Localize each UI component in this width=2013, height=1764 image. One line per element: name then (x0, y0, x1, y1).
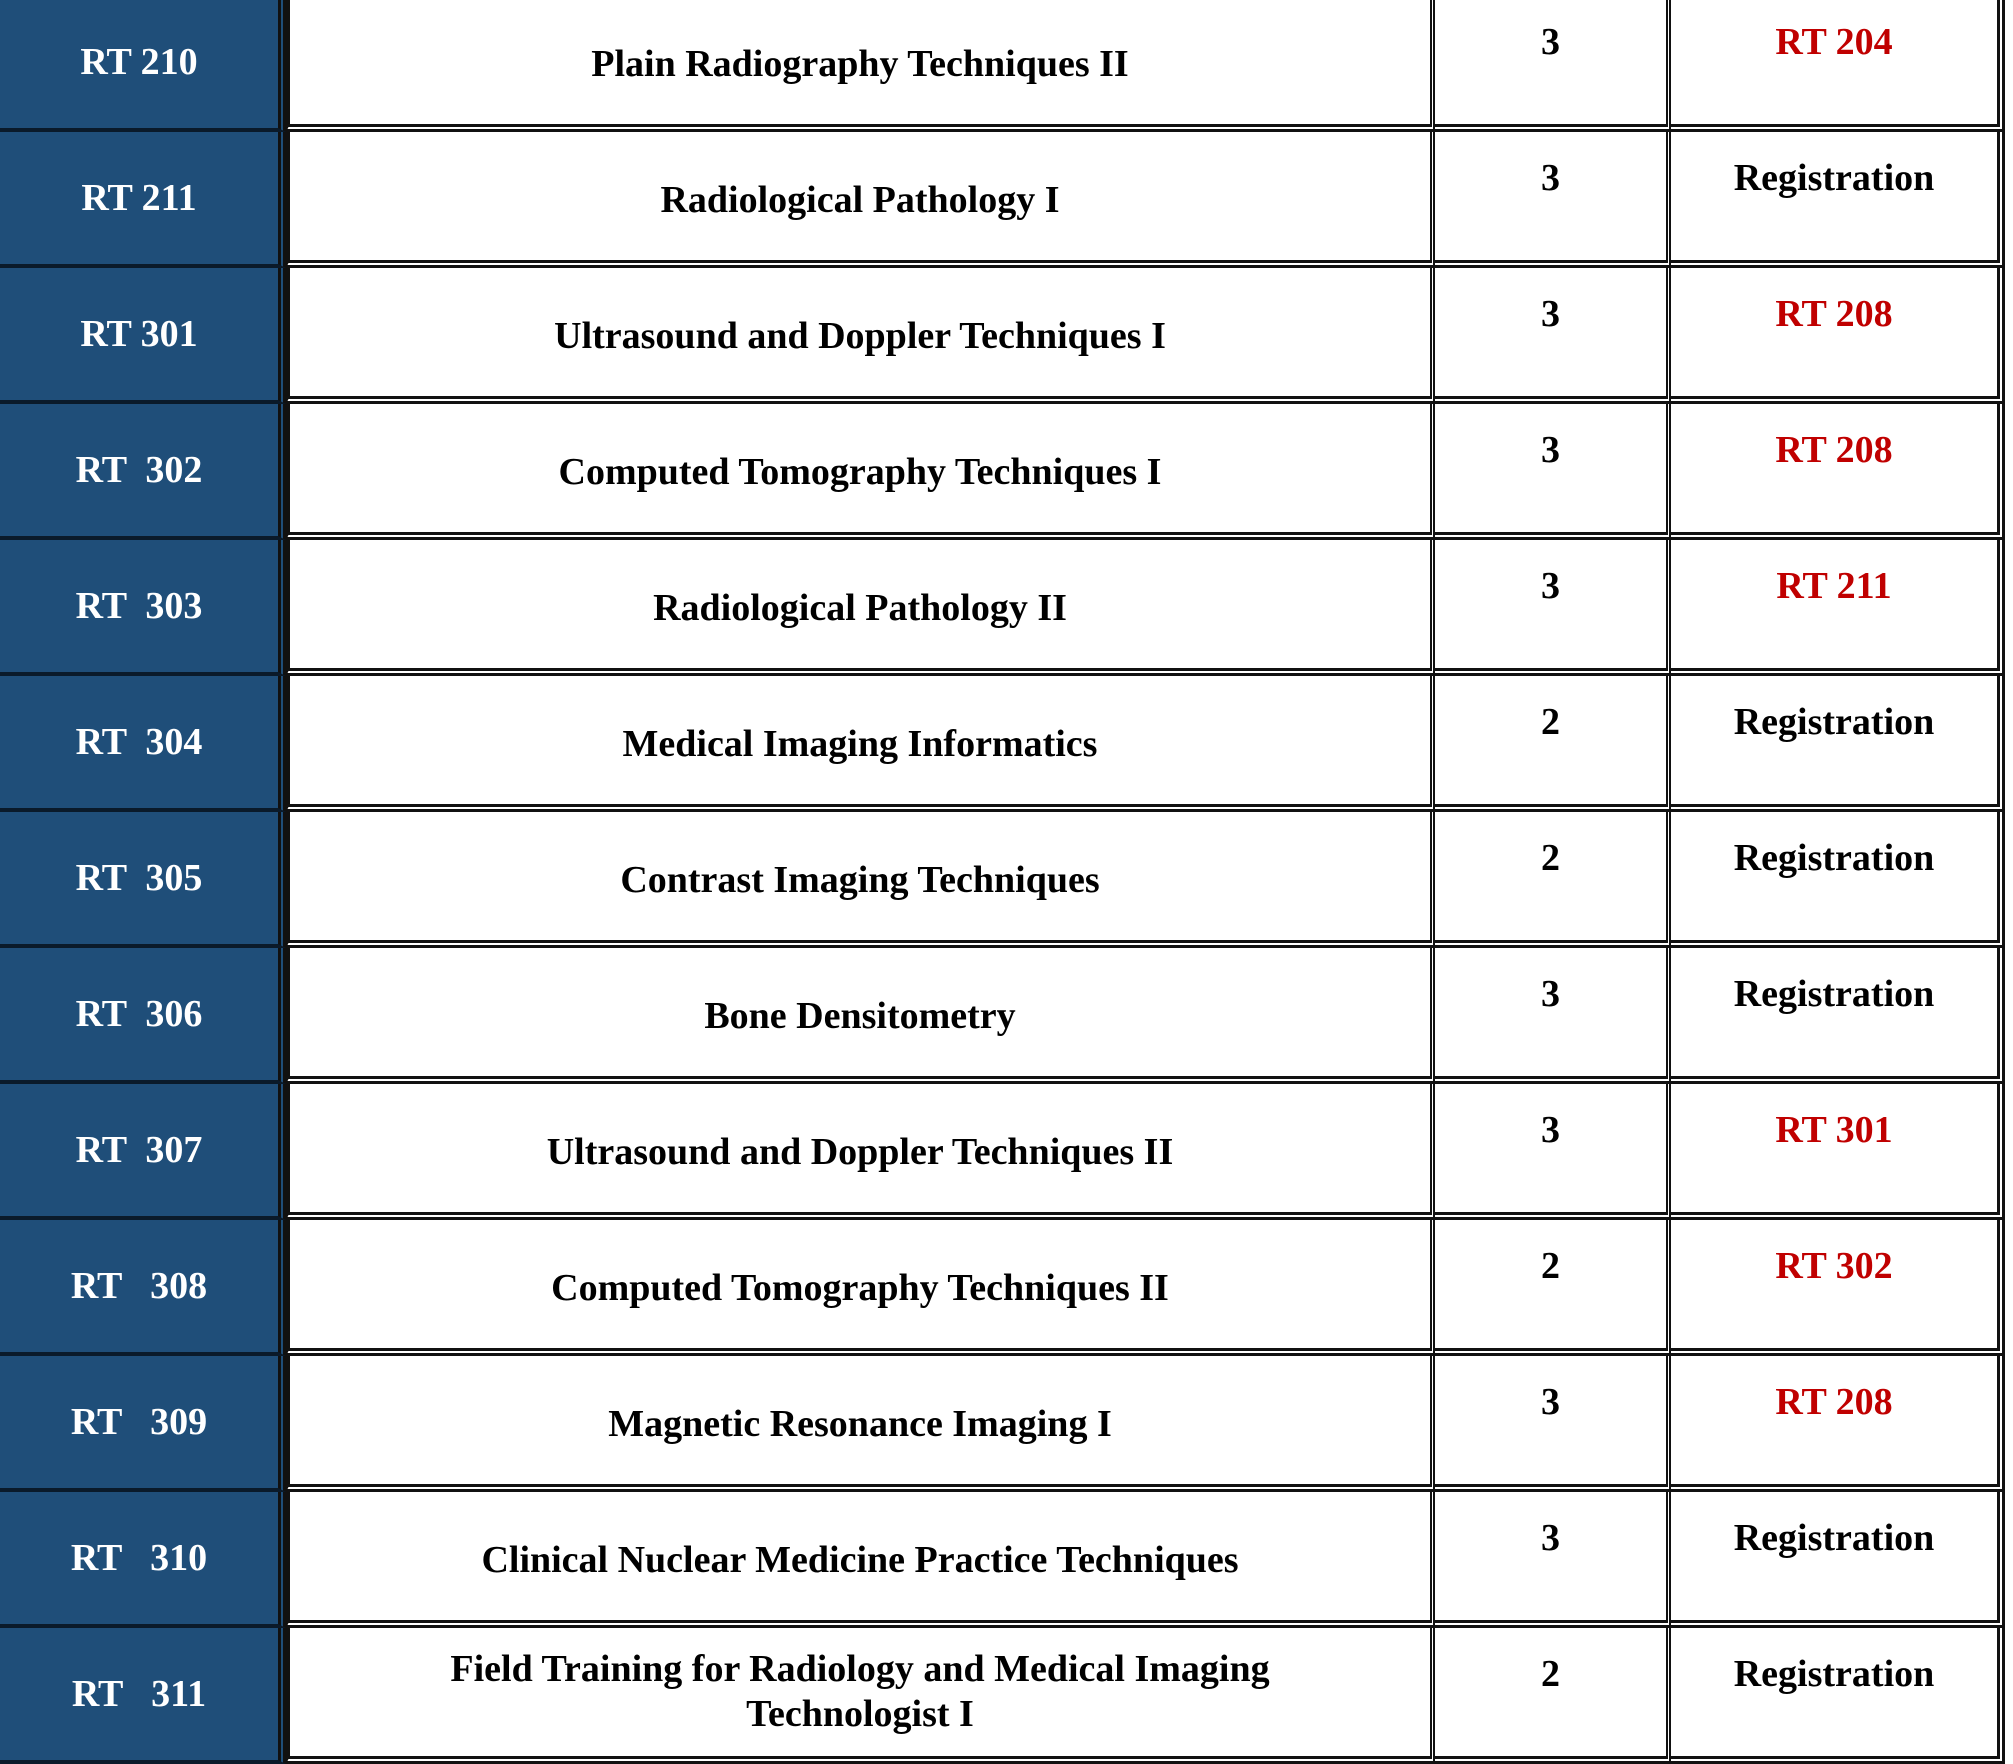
table-row (0, 1356, 2005, 1492)
course-code: RT 303 (75, 584, 203, 627)
course-title: Computed Tomography Techniques II (551, 1266, 1169, 1309)
credit-hours-cell (1435, 1084, 1671, 1220)
table-row (0, 1628, 2005, 1764)
table-row (0, 132, 2005, 268)
prerequisite-cell (1671, 948, 2005, 1084)
course-code-cell (0, 0, 286, 132)
course-code: RT 309 (70, 1400, 208, 1443)
course-title-cell (286, 132, 1435, 268)
course-title: Radiological Pathology II (653, 586, 1067, 629)
course-title-cell (286, 676, 1435, 812)
table-row (0, 268, 2005, 404)
credit-hours-cell (1435, 1492, 1671, 1628)
table-row (0, 540, 2005, 676)
credit-hours: 2 (1541, 1653, 1560, 1695)
credit-hours: 3 (1541, 973, 1560, 1015)
course-code-cell (0, 1356, 286, 1492)
course-title: Bone Densitometry (704, 994, 1016, 1037)
course-code: RT 306 (75, 992, 203, 1035)
prerequisite-cell (1671, 268, 2005, 404)
course-code-cell (0, 812, 286, 948)
table-row (0, 0, 2005, 132)
table-row (0, 404, 2005, 540)
table-row (0, 812, 2005, 948)
credit-hours-cell (1435, 1356, 1671, 1492)
course-code-cell (0, 268, 286, 404)
course-title-cell (286, 1220, 1435, 1356)
course-code: RT 311 (71, 1672, 207, 1715)
credit-hours: 3 (1541, 1381, 1560, 1423)
prerequisite-cell (1671, 1492, 2005, 1628)
prerequisite: RT 211 (1776, 565, 1892, 607)
course-title-cell (286, 1084, 1435, 1220)
course-code-cell (0, 948, 286, 1084)
credit-hours-cell (1435, 676, 1671, 812)
course-code: RT 310 (70, 1536, 208, 1579)
course-title-cell (286, 0, 1435, 132)
course-title: Medical Imaging Informatics (622, 722, 1098, 765)
prerequisite: RT 208 (1775, 1381, 1893, 1423)
course-code-cell (0, 404, 286, 540)
prerequisite: Registration (1733, 701, 1935, 743)
course-code: RT 301 (80, 312, 198, 355)
course-title: Computed Tomography Techniques I (558, 450, 1162, 493)
prerequisite-cell (1671, 812, 2005, 948)
credit-hours-cell (1435, 1220, 1671, 1356)
course-title-cell (286, 1492, 1435, 1628)
table-row (0, 1492, 2005, 1628)
prerequisite: RT 208 (1775, 429, 1893, 471)
credit-hours: 3 (1541, 157, 1560, 199)
credit-hours-cell (1435, 404, 1671, 540)
credit-hours-cell (1435, 132, 1671, 268)
prerequisite-cell (1671, 540, 2005, 676)
course-code: RT 308 (70, 1264, 208, 1307)
course-title-cell (286, 1356, 1435, 1492)
course-title: Magnetic Resonance Imaging I (608, 1402, 1112, 1445)
course-title: Contrast Imaging Techniques (620, 858, 1100, 901)
credit-hours: 2 (1541, 1245, 1560, 1287)
credit-hours: 3 (1541, 293, 1560, 335)
credit-hours: 2 (1541, 837, 1560, 879)
course-title-cell (286, 948, 1435, 1084)
course-title: Plain Radiography Techniques II (591, 42, 1129, 85)
course-code-cell (0, 1084, 286, 1220)
course-code-cell (0, 1220, 286, 1356)
table-row (0, 676, 2005, 812)
table-row (0, 948, 2005, 1084)
course-code-cell (0, 676, 286, 812)
credit-hours-cell (1435, 0, 1671, 132)
prerequisite: RT 301 (1775, 1109, 1893, 1151)
prerequisite-cell (1671, 676, 2005, 812)
prerequisite-cell (1671, 404, 2005, 540)
credit-hours: 3 (1541, 565, 1560, 607)
prerequisite-cell (1671, 1628, 2005, 1764)
prerequisite: Registration (1733, 973, 1935, 1015)
course-code-cell (0, 1628, 286, 1764)
prerequisite: RT 208 (1775, 293, 1893, 335)
credit-hours-cell (1435, 812, 1671, 948)
course-title: Clinical Nuclear Medicine Practice Techniques (481, 1538, 1239, 1581)
prerequisite-cell (1671, 1356, 2005, 1492)
course-code-cell (0, 132, 286, 268)
prerequisite-cell (1671, 132, 2005, 268)
course-title: Ultrasound and Doppler Techniques II (546, 1130, 1174, 1173)
credit-hours-cell (1435, 1628, 1671, 1764)
course-code-cell (0, 540, 286, 676)
table-row (0, 1084, 2005, 1220)
prerequisite: RT 204 (1775, 21, 1893, 63)
prerequisite: Registration (1733, 157, 1935, 199)
credit-hours-cell (1435, 948, 1671, 1084)
course-title-cell (286, 268, 1435, 404)
course-code: RT 305 (75, 856, 203, 899)
credit-hours-cell (1435, 268, 1671, 404)
credit-hours: 3 (1541, 1517, 1560, 1559)
course-code: RT 210 (80, 40, 198, 83)
course-title-cell (286, 540, 1435, 676)
course-title-cell (286, 1628, 1435, 1764)
course-title: Ultrasound and Doppler Techniques I (554, 314, 1166, 357)
course-code: RT 211 (81, 176, 197, 219)
course-title: Field Training for Radiology and Medical Imaging Technologist I (450, 1648, 1270, 1735)
prerequisite-cell (1671, 1084, 2005, 1220)
course-title: Radiological Pathology I (660, 178, 1060, 221)
course-code: RT 304 (75, 720, 203, 763)
course-title-cell (286, 812, 1435, 948)
prerequisite: Registration (1733, 837, 1935, 879)
course-title-cell (286, 404, 1435, 540)
credit-hours: 2 (1541, 701, 1560, 743)
course-code: RT 307 (75, 1128, 203, 1171)
table-row (0, 1220, 2005, 1356)
prerequisite: RT 302 (1775, 1245, 1893, 1287)
credit-hours: 3 (1541, 21, 1560, 63)
credit-hours-cell (1435, 540, 1671, 676)
credit-hours: 3 (1541, 1109, 1560, 1151)
course-code-cell (0, 1492, 286, 1628)
course-code: RT 302 (75, 448, 203, 491)
credit-hours: 3 (1541, 429, 1560, 471)
prerequisite-cell (1671, 0, 2005, 132)
prerequisite: Registration (1733, 1653, 1935, 1695)
prerequisite-cell (1671, 1220, 2005, 1356)
prerequisite: Registration (1733, 1517, 1935, 1559)
